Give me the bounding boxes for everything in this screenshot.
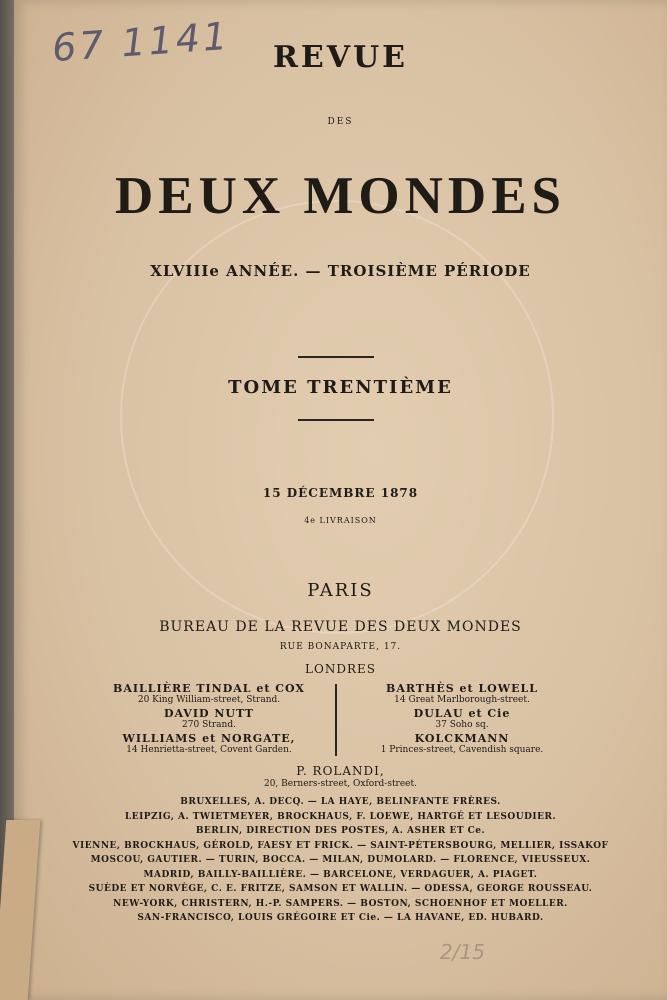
agent-name: BAILLIÈRE TINDAL et COX [113, 682, 305, 695]
masthead-revue: REVUE [272, 40, 409, 75]
agent-line: NEW-YORK, CHRISTERN, H.-P. SAMPERS. — BOSTON, SCHOENHOF ET MOELLER. [113, 899, 568, 909]
publisher-address: RUE BONAPARTE, 17. [279, 642, 402, 652]
agent-name: KOLCKMANN [414, 732, 510, 745]
agent-name: WILLIAMS et NORGATE, [122, 732, 296, 745]
agent-name: DAVID NUTT [164, 707, 254, 720]
divider-rule-bottom [298, 419, 374, 421]
agent-address: 1 Princes-street, Cavendish square. [380, 745, 544, 755]
issue-livraison: 4e LIVRAISON [304, 516, 377, 525]
publisher-bureau: BUREAU DE LA REVUE DES DEUX MONDES [159, 619, 522, 635]
londres-right-column [352, 682, 572, 757]
tome-label: TOME TRENTIÈME [228, 377, 453, 398]
issue-date: 15 DÉCEMBRE 1878 [262, 486, 419, 500]
pencil-note: 2/15 [440, 940, 485, 964]
agent-address: 37 Soho sq. [435, 720, 489, 730]
masthead-annee: XLVIIIe ANNÉE. — TROISIÈME PÉRIODE [150, 262, 531, 280]
divider-rule-top [298, 356, 374, 358]
agent-name: DULAU et Cie [413, 707, 511, 720]
londres-left-column [104, 682, 314, 757]
agent-line: MOSCOU, GAUTIER. — TURIN, BOCCA. — MILAN, DUMOLARD. — FLORENCE, VIEUSSEUX. [90, 855, 591, 865]
agent-line: SAN-FRANCISCO, LOUIS GRÉGOIRE ET Cie. — LA HAVANE, ED. HUBARD. [137, 913, 544, 923]
agent-line: VIENNE, BROCKHAUS, GÉROLD, FAESY ET FRICK. — SAINT-PÉTERSBOURG, MELLIER, ISSAKOF [72, 841, 609, 851]
rolandi-name: P. ROLANDI, [296, 764, 385, 778]
rolandi-address: 20, Berners-street, Oxford-street. [263, 779, 417, 789]
agent-line: SUÈDE ET NORVÈGE, C. E. FRITZE, SAMSON ET WALLIN. — ODESSA, GEORGE ROUSSEAU. [88, 884, 593, 894]
agent-name: BARTHÈS et LOWELL [386, 682, 538, 695]
masthead-des: DES [327, 117, 354, 127]
masthead-title: DEUX MONDES [114, 167, 567, 225]
londres-heading: LONDRES [305, 662, 376, 676]
agent-line: LEIPZIG, A. TWIETMEYER, BROCKHAUS, F. LOEWE, HARTGÉ ET LESOUDIER. [124, 812, 557, 822]
agent-line: BRUXELLES, A. DECQ. — LA HAYE, BELINFANTE FRÈRES. [180, 797, 501, 807]
handwritten-shelfmark: 67 1141 [50, 13, 232, 71]
agent-address: 270 Strand. [182, 720, 236, 730]
agent-line: MADRID, BAILLY-BAILLIÈRE. — BARCELONE, VERDAGUER, A. PIAGET. [143, 870, 538, 880]
agent-address: 14 Henrietta-street, Covent Garden. [126, 745, 292, 755]
publisher-city: PARIS [307, 580, 374, 601]
agent-line: BERLIN, DIRECTION DES POSTES, A. ASHER ET Ce. [195, 826, 486, 836]
agent-address: 14 Great Marlborough-street. [394, 695, 530, 705]
column-divider [335, 684, 337, 756]
agent-address: 20 King William-street, Strand. [137, 695, 281, 705]
